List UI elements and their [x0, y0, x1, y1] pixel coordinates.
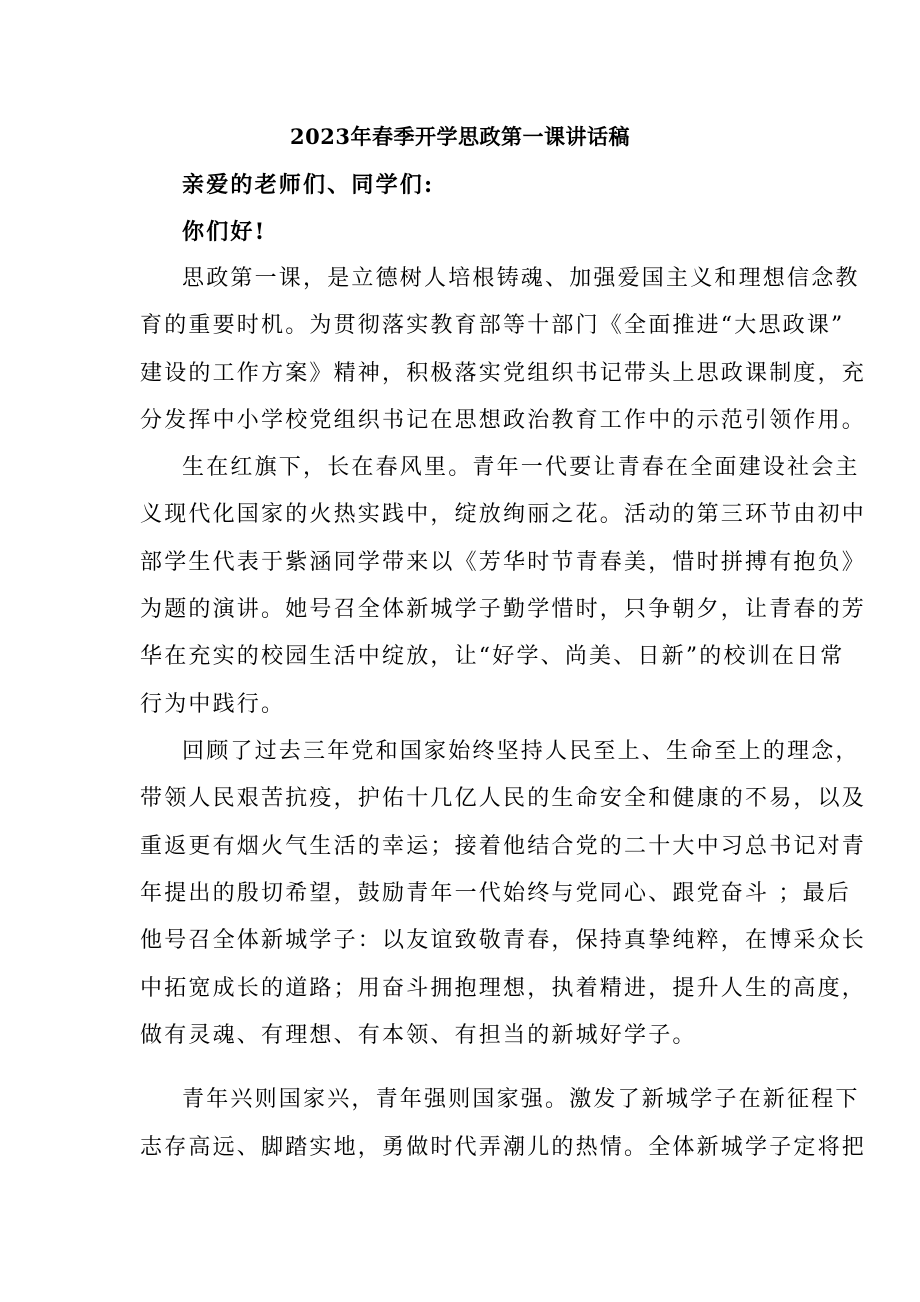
paragraph-line: 华在充实的校园生活中绽放，让“好学、尚美、日新”的校训在日常 — [140, 644, 845, 669]
paragraph-line: 重返更有烟火气生活的幸运；接着他结合党的二十大中习总书记对青 — [140, 834, 867, 859]
paragraph-line: 他号召全体新城学子：以友谊致敬青春，保持真挚纯粹，在博采众长 — [140, 928, 867, 953]
paragraph-line: 思政第一课，是立德树人培根铸魂、加强爱国主义和理想信念教 — [182, 266, 860, 291]
paragraph-line: 生在红旗下，长在春风里。青年一代要让青春在全面建设社会主 — [182, 455, 860, 480]
paragraph-line: 中拓宽成长的道路；用奋斗拥抱理想，执着精进，提升人生的高度， — [140, 976, 867, 1001]
paragraph-line: 为题的演讲。她号召全体新城学子勤学惜时，只争朝夕，让青春的芳 — [140, 597, 867, 622]
paragraph-line: 义现代化国家的火热实践中，绽放绚丽之花。活动的第三环节由初中 — [140, 502, 867, 527]
hello-line: 你们好! — [182, 219, 267, 245]
paragraph-line: 带领人民艰苦抗疫，护佑十几亿人民的生命安全和健康的不易，以及 — [140, 786, 867, 811]
paragraph-line: 做有灵魂、有理想、有本领、有担当的新城好学子。 — [140, 1023, 697, 1048]
paragraph-line: 分发挥中小学校党组织书记在思想政治教育工作中的示范引领作用。 — [140, 408, 867, 433]
paragraph-line: 年提出的殷切希望，鼓励青年一代始终与党同心、跟党奋斗 ；最后 — [140, 881, 851, 906]
document-title: 2023年春季开学思政第一课讲话稿 — [290, 124, 630, 149]
paragraph-line: 青年兴则国家兴，青年强则国家强。激发了新城学子在新征程下 — [182, 1087, 860, 1112]
paragraph-line: 志存高远、脚踏实地，勇做时代弄潮儿的热情。全体新城学子定将把 — [140, 1135, 867, 1160]
paragraph-line: 行为中践行。 — [140, 692, 286, 717]
paragraph-line: 育的重要时机。为贯彻落实教育部等十部门《全面推进“大思政课” — [140, 313, 845, 338]
greeting: 亲爱的老师们、同学们: — [182, 172, 435, 198]
paragraph-line: 部学生代表于紫涵同学带来以《芳华时节青春美，惜时拼搏有抱负》 — [140, 550, 867, 575]
paragraph-line: 建设的工作方案》精神，积极落实党组织书记带头上思政课制度，充 — [140, 361, 867, 386]
paragraph-line: 回顾了过去三年党和国家始终坚持人民至上、生命至上的理念， — [182, 739, 860, 764]
